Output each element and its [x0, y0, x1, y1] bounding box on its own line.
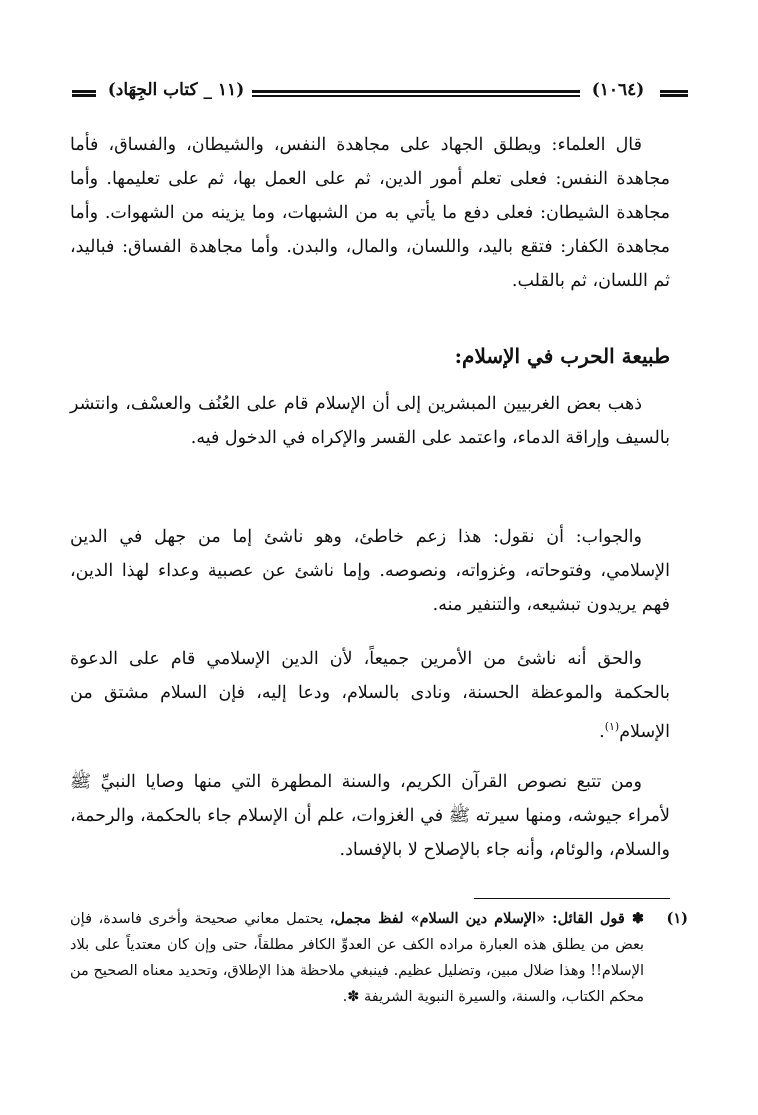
header-ornament-right: [660, 90, 688, 97]
paragraph-answer: والجواب: أن نقول: هذا زعم خاطئ، وهو ناشئ إما من جهل في الدين الإسلامي، وفتوحاته، وغزواته، ونصوصه. وإما ناشئ عن عصبية وعداء لهذا الدين، فهم يريدون تبشيعه، والتنفير منه.: [70, 527, 670, 615]
running-header: [72, 82, 688, 106]
paragraph-claim: ذهب بعض الغربيين المبشرين إلى أن الإسلام قام على العُنُف والعسْف، وانتشر بالسيف وإراقة الدماء، واعتمد على القسر والإكراه في الدخول فيه.: [70, 394, 670, 448]
header-page-number: (١٠٦٤): [591, 80, 645, 100]
header-chapter-title: (١١ _ كتاب الجِهَاد): [107, 80, 245, 100]
paragraph-truth: [70, 642, 670, 749]
footnote-lead: ✽ قول القائل: «الإسلام دين السلام» لفظ مجمل،: [329, 910, 644, 927]
footnote: [70, 906, 688, 1010]
paragraph-truth-text: والحق أنه ناشئ من الأمرين جميعاً، لأن الدين الإسلامي قام على الدعوة بالحكمة والموعظة الحسنة، ونادى بالسلام، ودعا إليه، فإن السلام مشتق من الإسلام: [70, 649, 670, 742]
header-ornament-left: [72, 90, 96, 97]
section-heading: طبيعة الحرب في الإسلام:: [454, 344, 670, 368]
footnote-body: [70, 906, 644, 1010]
paragraph-texts: ومن تتبع نصوص القرآن الكريم، والسنة المطهرة التي منها وصايا النبيِّ ﷺ لأمراء جيوشه، ومنها سيرته ﷺ في الغزوات، علم أن الإسلام جاء بالحكمة، والرحمة، والسلام، والوئام، وأنه جاء بالإصلاح لا بالإفساد.: [70, 772, 670, 860]
paragraph-truth-end: .: [599, 721, 605, 742]
paragraph-jihad-types: قال العلماء: ويطلق الجهاد على مجاهدة النفس، والشيطان، والفساق، فأما مجاهدة النفس: فعلى تعلم أمور الدين، ثم على العمل بها، ثم على تعليمها. وأما مجاهدة الشيطان: فعلى دفع ما يأتي به من الشبهات، وما يزينه من الشهوات. وأما مجاهدة الكفار: فتقع باليد، واللسان، والمال، والبدن. وأما مجاهدة الفساق: فباليد، ثم اللسان، ثم بالقلب.: [70, 135, 670, 291]
header-rule: [252, 90, 580, 97]
footnote-number: (١): [666, 910, 688, 927]
footnote-reference: (١): [604, 720, 620, 733]
footnote-text: يحتمل معاني صحيحة وأخرى فاسدة، فإن بعض من يطلق هذه العبارة مراده الكف عن العدوِّ الكافر مطلقاً، حتى وإن كان معتدياً على بلاد الإسلام!! وهذا ضلال مبين، وتضليل عظيم. فينبغي ملاحظة هذا الإطلاق، وتحديد معناه الصحيح من محكم الكتاب، والسنة، والسيرة النبوية الشريفة ✽.: [70, 911, 644, 1005]
footnote-separator: [474, 898, 670, 899]
